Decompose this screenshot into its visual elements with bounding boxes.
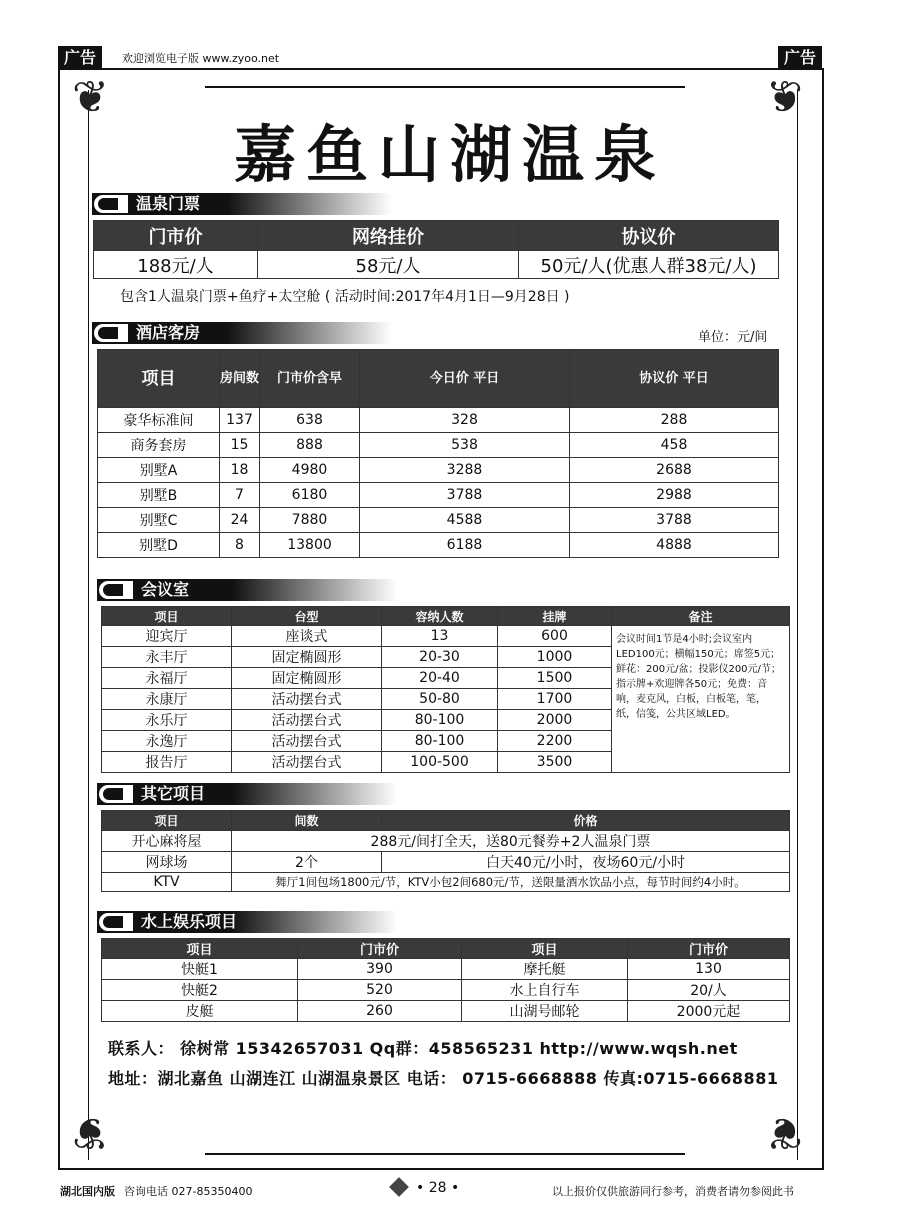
table-row: 永福厅 固定椭圆形 20-40 1500 <box>102 668 790 689</box>
table-row: 报告厅 活动摆台式 100-500 3500 <box>102 752 790 773</box>
table-row: 别墅C 24 7880 4588 3788 <box>98 508 779 533</box>
bottom-rule <box>58 1168 824 1170</box>
page-title: 嘉鱼山湖温泉 <box>233 118 666 191</box>
top-rule <box>58 68 824 70</box>
table-row: 快艇1 390 摩托艇 130 <box>102 959 790 980</box>
corner-ornament-icon: ❦ <box>72 72 109 123</box>
table-row: 开心麻将屋 288元/间打全天，送80元餐券+2人温泉门票 <box>102 831 790 852</box>
table-row: 迎宾厅 座谈式 13 600 会议时间1节是4小时;会议室内LED100元；横幅150元；席签5元；鲜花：200元/盆；投影仪200元/节；指示牌+欢迎牌各50元；免费：音响，麦克风，白板，白板笔，笔，纸，信笺，公共区域LED。 <box>102 626 790 647</box>
ticket-note: 包含1人温泉门票+鱼疗+太空舱 ( 活动时间:2017年4月1日—9月28日 ) <box>120 289 570 305</box>
table-row: 皮艇 260 山湖号邮轮 2000元起 <box>102 1001 790 1022</box>
top-ornament-line <box>205 86 685 88</box>
hotel-table: 项目 房间数 门市价含早 今日价 平日 协议价 平日 豪华标准间 137 638 328 288 商务套房 15 888 538 458 别墅A 18 4980 3288 2688 别墅B 7 6180 3788 2988 别墅C 24 7880 4588 3788 别墅D 8 13800 6188 4888 <box>97 349 779 558</box>
page-number: • 28 • <box>416 1180 460 1196</box>
water-table: 项目 门市价 项目 门市价 快艇1 390 摩托艇 130 快艇2 520 水上自行车 20/人 皮艇 260 山湖号邮轮 2000元起 <box>101 938 790 1022</box>
section-header-hotel: 酒店客房 <box>92 322 392 344</box>
section-header-ticket: 温泉门票 <box>92 193 392 215</box>
section-header-meeting: 会议室 <box>97 579 397 601</box>
bottom-ornament-line <box>205 1153 685 1155</box>
table-row: 网球场 2个 白天40元/小时，夜场60元/小时 <box>102 852 790 873</box>
site-url[interactable]: 欢迎浏览电子版 www.zyoo.net <box>122 52 280 65</box>
address-line: 地址：湖北嘉鱼 山湖连江 山湖温泉景区 电话： 0715-6668888 传真:0715-6668881 <box>108 1069 779 1088</box>
table-row: 永丰厅 固定椭圆形 20-30 1000 <box>102 647 790 668</box>
section-header-other: 其它项目 <box>97 783 397 805</box>
section-header-water: 水上娱乐项目 <box>97 911 397 933</box>
footer-disclaimer: 以上报价仅供旅游同行参考，消费者请勿参阅此书 <box>552 1185 794 1198</box>
table-row: 快艇2 520 水上自行车 20/人 <box>102 980 790 1001</box>
table-row: 永乐厅 活动摆台式 80-100 2000 <box>102 710 790 731</box>
footer-phone: 咨询电话 027-85350400 <box>124 1185 253 1198</box>
table-row: 永康厅 活动摆台式 50-80 1700 <box>102 689 790 710</box>
diamond-icon <box>389 1177 409 1197</box>
table-row: 别墅A 18 4980 3288 2688 <box>98 458 779 483</box>
table-row: 商务套房 15 888 538 458 <box>98 433 779 458</box>
meeting-table: 项目 台型 容纳人数 挂牌 备注 迎宾厅 座谈式 13 600 会议时间1节是4小时;会议室内LED100元；横幅150元；席签5元；鲜花：200元/盆；投影仪200元/节；指示牌+欢迎牌各50元；免费：音响，麦克风，白板，白板笔，笔，纸，信笺，公共区域LED。 永丰厅 固定椭圆形 20-30 1000 永福厅 固定椭圆形 20-40 1500 永康厅 活动摆台式 50-80 1700 永乐厅 活动摆台式 80-100 2000 永逸厅 活动摆台式 80-100 2200 报告厅 活动摆台式 100-500 3500 <box>101 606 790 773</box>
footer-edition: 湖北国内版 <box>60 1185 115 1198</box>
ad-tag-right: 广告 <box>778 46 822 70</box>
contact-line: 联系人： 徐树常 15342657031 Qq群：458565231 http://www.wqsh.net <box>108 1039 738 1058</box>
corner-ornament-icon: ❦ <box>72 1107 109 1158</box>
table-row: 永逸厅 活动摆台式 80-100 2200 <box>102 731 790 752</box>
right-rule <box>822 68 824 1170</box>
ticket-table: 门市价 网络挂价 协议价 188元/人 58元/人 50元/人(优惠人群38元/人) <box>93 220 779 279</box>
table-row: 别墅D 8 13800 6188 4888 <box>98 533 779 558</box>
table-row: 别墅B 7 6180 3788 2988 <box>98 483 779 508</box>
left-rule <box>58 68 60 1170</box>
corner-ornament-icon: ❦ <box>766 72 803 123</box>
corner-ornament-icon: ❦ <box>766 1107 803 1158</box>
unit-label: 单位：元/间 <box>698 330 768 345</box>
table-row: KTV 舞厅1间包场1800元/节，KTV小包2间680元/节，送限量酒水饮品小点，每节时间约4小时。 <box>102 873 790 892</box>
other-table: 项目 间数 价格 开心麻将屋 288元/间打全天，送80元餐券+2人温泉门票 网球场 2个 白天40元/小时，夜场60元/小时 KTV 舞厅1间包场1800元/节，KTV小包2间680元/节，送限量酒水饮品小点，每节时间约4小时。 <box>101 810 790 892</box>
meeting-note: 会议时间1节是4小时;会议室内LED100元；横幅150元；席签5元；鲜花：200元/盆；投影仪200元/节；指示牌+欢迎牌各50元；免费：音响，麦克风，白板，白板笔，笔，纸，信笺，公共区域LED。 <box>612 626 790 773</box>
table-row: 豪华标准间 137 638 328 288 <box>98 408 779 433</box>
ad-tag-left: 广告 <box>58 46 102 70</box>
